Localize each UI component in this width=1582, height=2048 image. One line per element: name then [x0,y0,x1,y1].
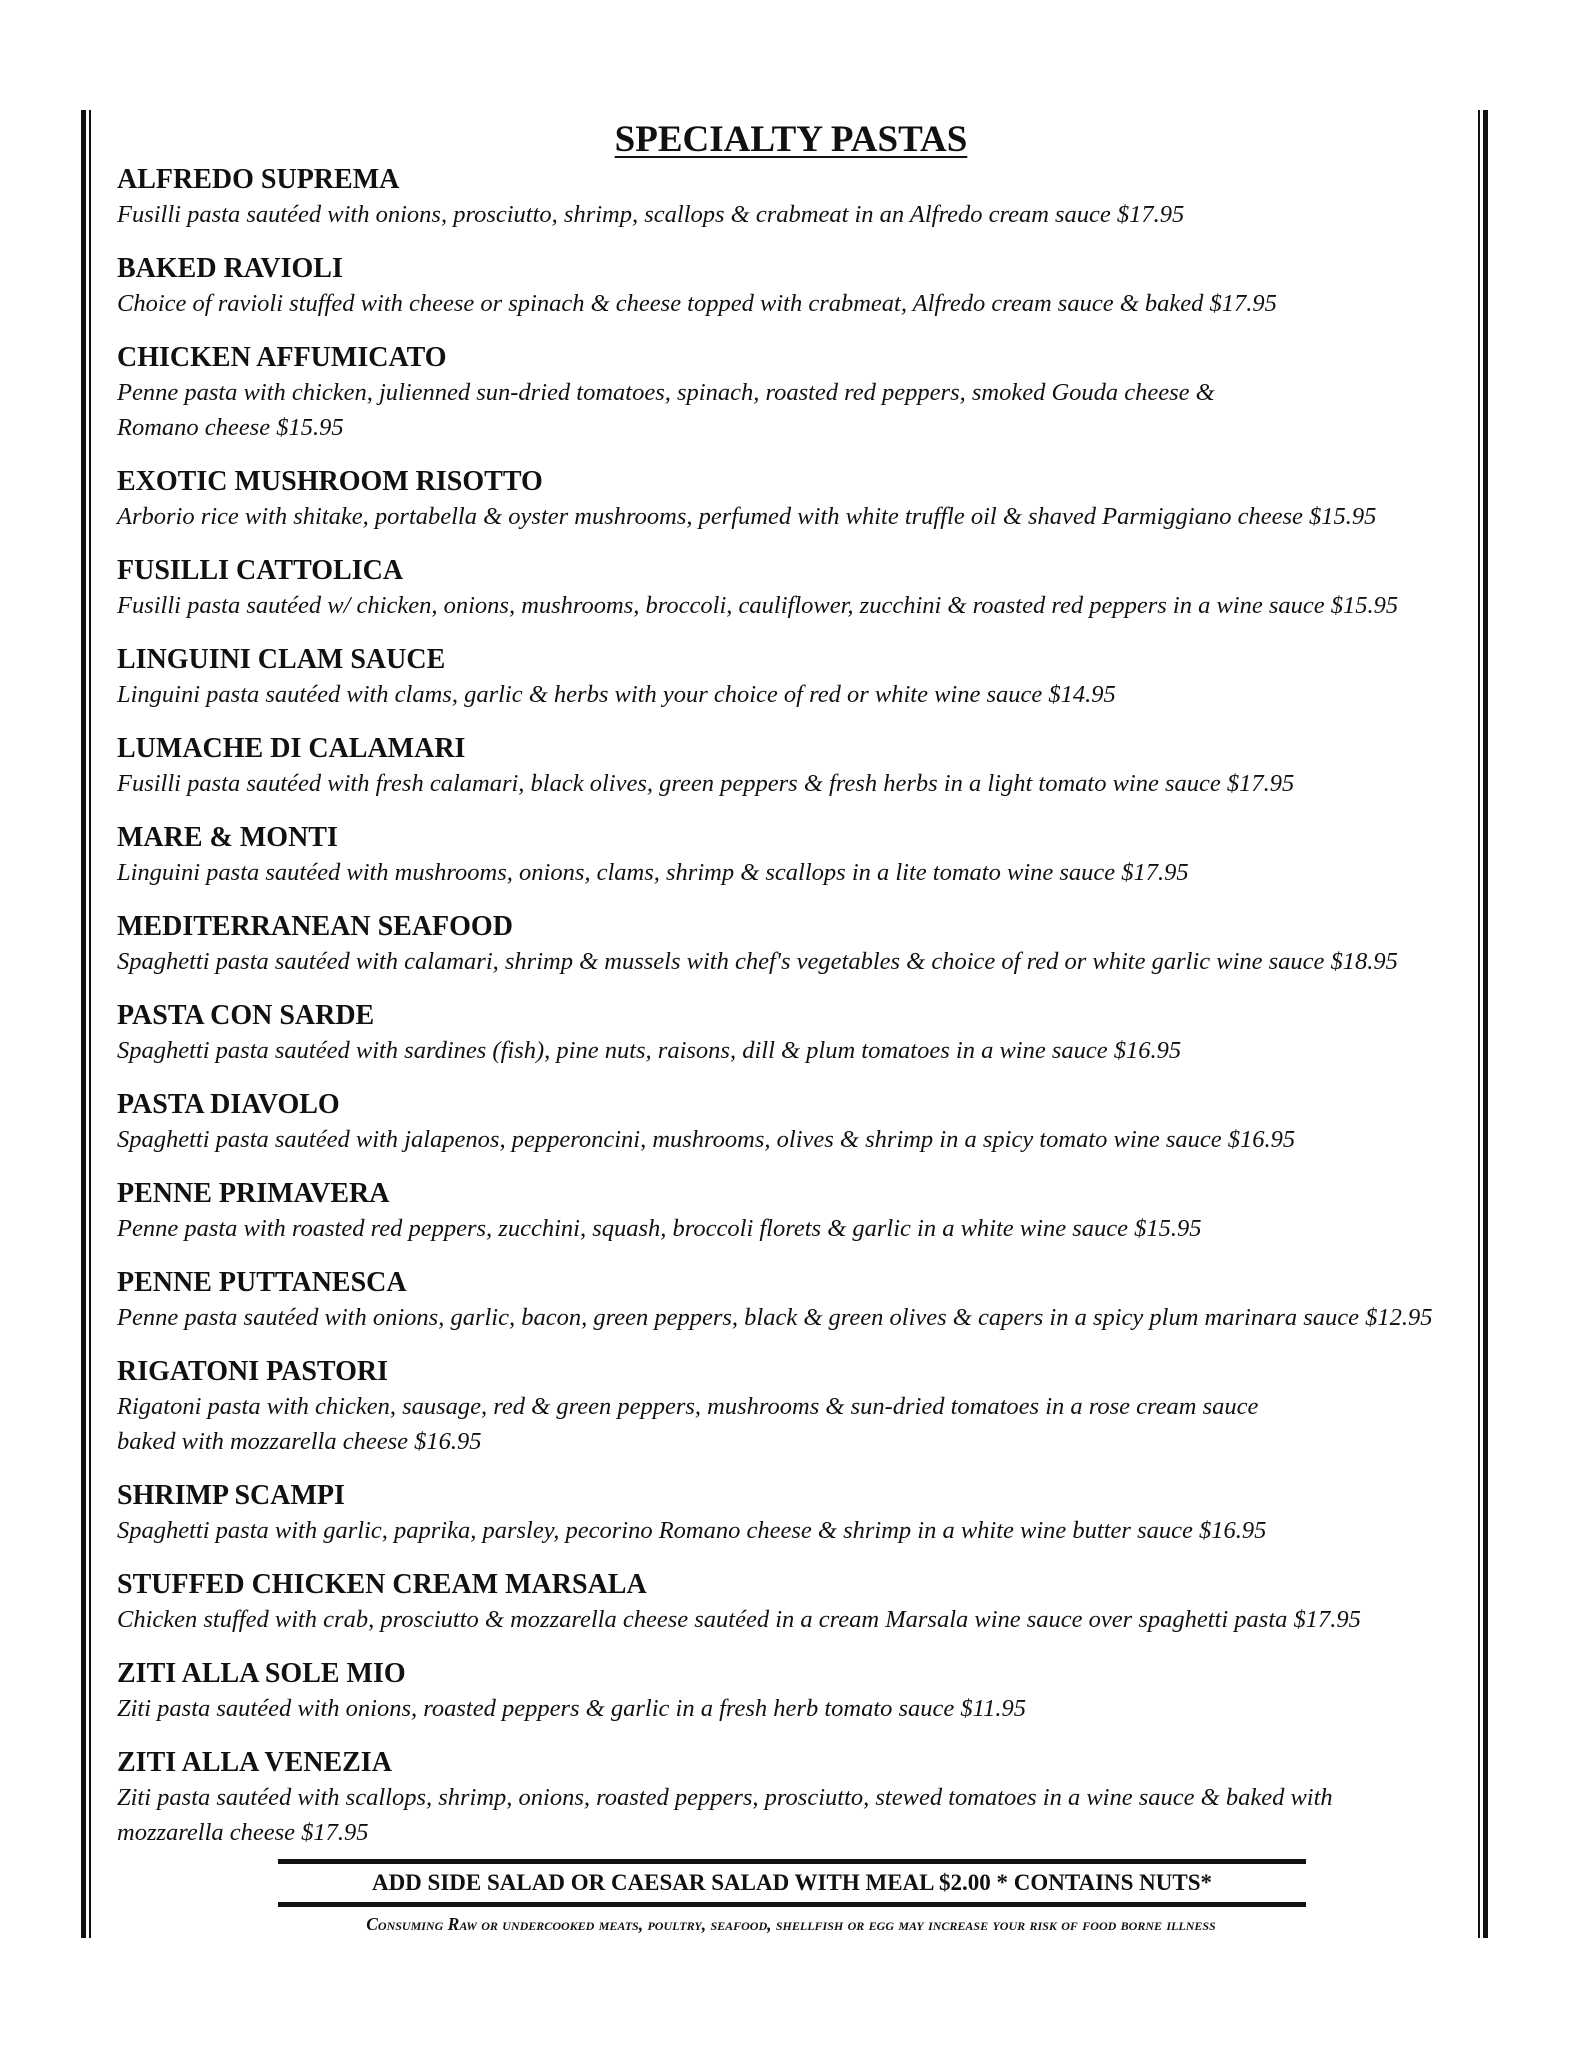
menu-item [117,999,1477,1068]
item-description: Penne pasta with roasted red peppers, zucchini, squash, broccoli florets & garlic in a white wine sauce $15.95 [117,1215,1202,1242]
addon-note: ADD SIDE SALAD OR CAESAR SALAD WITH MEAL $2.00 * CONTAINS NUTS* [371,1870,1213,1895]
item-name: BAKED RAVIOLI [117,253,343,284]
item-name: RIGATONI PASTORI [117,1356,388,1387]
item-description: Linguini pasta sautéed with mushrooms, onions, clams, shrimp & scallops in a lite tomato wine sauce $17.95 [117,859,1189,886]
item-name: PASTA CON SARDE [117,1000,375,1031]
item-name: LUMACHE DI CALAMARI [117,733,466,764]
menu-item [117,1479,1477,1548]
item-name: SHRIMP SCAMPI [117,1480,345,1511]
item-description: Choice of ravioli stuffed with cheese or spinach & cheese topped with crabmeat, Alfredo cream sauce & baked $17.95 [117,290,1277,317]
menu-item [117,643,1477,712]
menu-item [117,821,1477,890]
menu-item [117,465,1477,534]
divider-top [278,1859,1306,1864]
item-name: PENNE PRIMAVERA [117,1178,390,1209]
food-safety-warning: Consuming Raw or undercooked meats, poultry, seafood, shellfish or egg may increase your risk of food borne illness [366,1914,1216,1934]
menu-item [117,163,1477,232]
menu-item [117,1657,1477,1726]
item-name: CHICKEN AFFUMICATO [117,342,447,373]
item-description: Penne pasta sautéed with onions, garlic, bacon, green peppers, black & green olives & capers in a spicy plum marinara sauce $12.95 [117,1304,1433,1331]
menu-item [117,252,1477,321]
item-name: ZITI ALLA SOLE MIO [117,1658,406,1689]
item-description: Romano cheese $15.95 [117,414,344,441]
item-name: ZITI ALLA VENEZIA [117,1747,392,1778]
title-text: SPECIALTY PASTAS [614,119,968,160]
item-name: STUFFED CHICKEN CREAM MARSALA [117,1569,647,1600]
menu-item [117,1088,1477,1157]
item-description: Spaghetti pasta sautéed with calamari, shrimp & mussels with chef's vegetables & choice of red or white garlic wine sauce $18.95 [117,948,1398,975]
item-description: Ziti pasta sautéed with scallops, shrimp, onions, roasted peppers, prosciutto, stewed tomatoes in a wine sauce & baked with [117,1784,1333,1811]
item-description: Arborio rice with shitake, portabella & oyster mushrooms, perfumed with white truffle oil & shaved Parmiggiano cheese $15.95 [117,503,1377,530]
menu-item [117,1177,1477,1246]
item-name: PASTA DIAVOLO [117,1089,340,1120]
item-description: baked with mozzarella cheese $16.95 [117,1428,482,1455]
item-description: Spaghetti pasta sautéed with sardines (fish), pine nuts, raisons, dill & plum tomatoes in a wine sauce $16.95 [117,1037,1182,1064]
item-description: Chicken stuffed with crab, prosciutto & mozzarella cheese sautéed in a cream Marsala wine sauce over spaghetti pasta $17.95 [117,1606,1361,1633]
item-description: Rigatoni pasta with chicken, sausage, red & green peppers, mushrooms & sun-dried tomatoes in a rose cream sauce [117,1393,1259,1420]
menu-item [117,554,1477,623]
item-name: PENNE PUTTANESCA [117,1267,407,1298]
divider-bottom [278,1902,1306,1907]
item-name: ALFREDO SUPREMA [117,164,400,195]
item-description: Ziti pasta sautéed with onions, roasted peppers & garlic in a fresh herb tomato sauce $11.95 [117,1695,1026,1722]
item-description: Fusilli pasta sautéed w/ chicken, onions, mushrooms, broccoli, cauliflower, zucchini & roasted red peppers in a wine sauce $15.95 [117,592,1399,619]
menu-item [117,341,1477,445]
item-name: MARE & MONTI [117,822,338,853]
menu-item [117,1746,1477,1850]
item-description: Spaghetti pasta with garlic, paprika, parsley, pecorino Romano cheese & shrimp in a white wine butter sauce $16.95 [117,1517,1267,1544]
menu-item [117,1568,1477,1637]
menu-list [117,163,1477,1870]
item-description: mozzarella cheese $17.95 [117,1819,369,1846]
menu-item [117,910,1477,979]
menu-item [117,1266,1477,1335]
menu-item [117,732,1477,801]
item-description: Spaghetti pasta sautéed with jalapenos, pepperoncini, mushrooms, olives & shrimp in a spicy tomato wine sauce $16.95 [117,1126,1296,1153]
item-name: LINGUINI CLAM SAUCE [117,644,446,675]
menu-item [117,1355,1477,1459]
item-name: FUSILLI CATTOLICA [117,555,404,586]
item-description: Fusilli pasta sautéed with fresh calamari, black olives, green peppers & fresh herbs in a light tomato wine sauce $17.95 [117,770,1295,797]
page-title [0,118,1582,161]
item-description: Fusilli pasta sautéed with onions, prosciutto, shrimp, scallops & crabmeat in an Alfredo cream sauce $17.95 [117,201,1185,228]
item-name: EXOTIC MUSHROOM RISOTTO [117,466,543,497]
item-description: Linguini pasta sautéed with clams, garlic & herbs with your choice of red or white wine sauce $14.95 [117,681,1116,708]
item-name: MEDITERRANEAN SEAFOOD [117,911,513,942]
item-description: Penne pasta with chicken, julienned sun-dried tomatoes, spinach, roasted red peppers, smoked Gouda cheese & [117,379,1215,406]
